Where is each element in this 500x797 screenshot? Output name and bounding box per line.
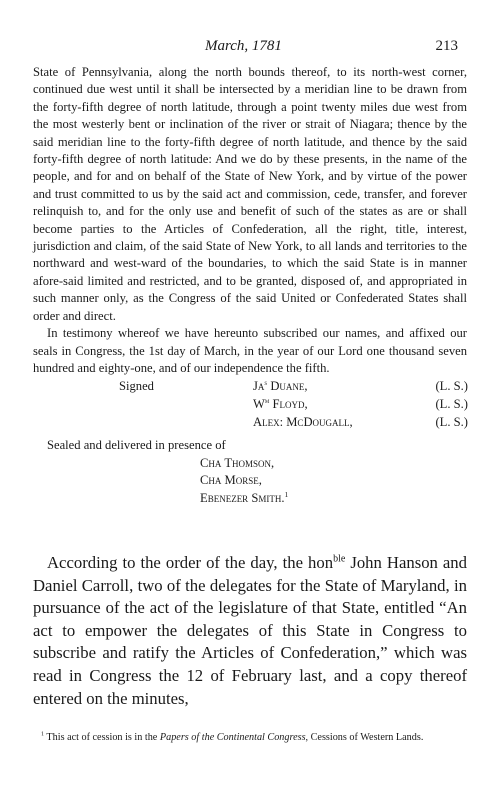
footnote: $^1$ This act of cession is in the Papers of the Continental Congress, Cessions of Western Lands.	[41, 731, 424, 743]
sealed-statement: Sealed and delivered in presence of	[47, 438, 226, 453]
journal-paragraph: According to the order of the day, the hon$^{ble}$ John Hanson and Daniel Carroll, two of the delegates for the State of Maryland, in pursuance of the act of the legislature of that State, entitled “An act to empower the delegates of this State in Congress to subscribe and ratify the Articles of Confederation,” which was read in Congress the 12 of February last, and a copy thereof entered on the minutes,	[33, 553, 467, 708]
running-title: March, 1781	[205, 38, 282, 54]
signatory-name: $W^m$ Floyd,	[253, 396, 308, 412]
seal-mark: (L. S.)	[435, 415, 468, 430]
page-header	[0, 38, 500, 58]
cession-paragraph: State of Pennsylvania, along the north bounds thereof, to its north-west corner, continued due west until it shall be intersected by a meridian line to be drawn from the forty-fifth degree of north latitude, through a point twenty miles due west from the most westerly bent or inclination of the river or strait of Niagara; thence by the said meridian line to the forty-fifth degree of north latitude, and thence by the said forty-fifth degree of north latitude: And we do by these presents, in the name of the people, and for and on behalf of the State of New York, and by virtue of the power and trust committed to us by the said act and commission, cede, transfer, and forever relinquish to, and for the only use and benefit of such of the states as are or shall become parties to the Articles of Confederation, all the right, title, interest, jurisdiction and claim, of the said State of New York, to all lands and territories to the northward and west-ward of the boundaries, to which the said State is in manner afore-said limited and restricted, and to be granted, disposed of, and appropriated in such manner only, as the Congress of the said United or Confederated States shall order and direct.	[33, 65, 467, 323]
testimony-paragraph: In testimony whereof we have hereunto subscribed our names, and affixed our seals in Congress, the 1st day of March, in the year of our Lord one thousand seven hundred and eighty-one, and of our independence the fifth.	[33, 326, 467, 375]
page-number: 213	[435, 38, 458, 54]
signature-block	[33, 378, 467, 432]
footnote-reference: 1	[284, 489, 289, 499]
witness-name: Cha Thomson,	[200, 455, 275, 470]
footnote-mark: 1	[41, 731, 45, 738]
signatory-name: Alex: McDougall,	[253, 415, 353, 430]
signature-row	[253, 414, 468, 431]
page-body	[33, 64, 467, 507]
journal-entry	[33, 552, 467, 710]
signed-label: Signed	[119, 379, 154, 394]
witness-list	[200, 455, 467, 507]
signature-row	[253, 378, 468, 395]
seal-mark: (L. S.)	[435, 397, 468, 412]
source-title: Papers of the Continental Congress	[159, 732, 306, 743]
witness-name: Cha Morse,	[200, 473, 262, 488]
witness-name: Ebenezer Smith.$^1$	[200, 489, 289, 505]
signature-row	[253, 396, 468, 413]
signatory-name: Ja$^s$ Duane,	[253, 378, 308, 394]
seal-mark: (L. S.)	[435, 379, 468, 394]
